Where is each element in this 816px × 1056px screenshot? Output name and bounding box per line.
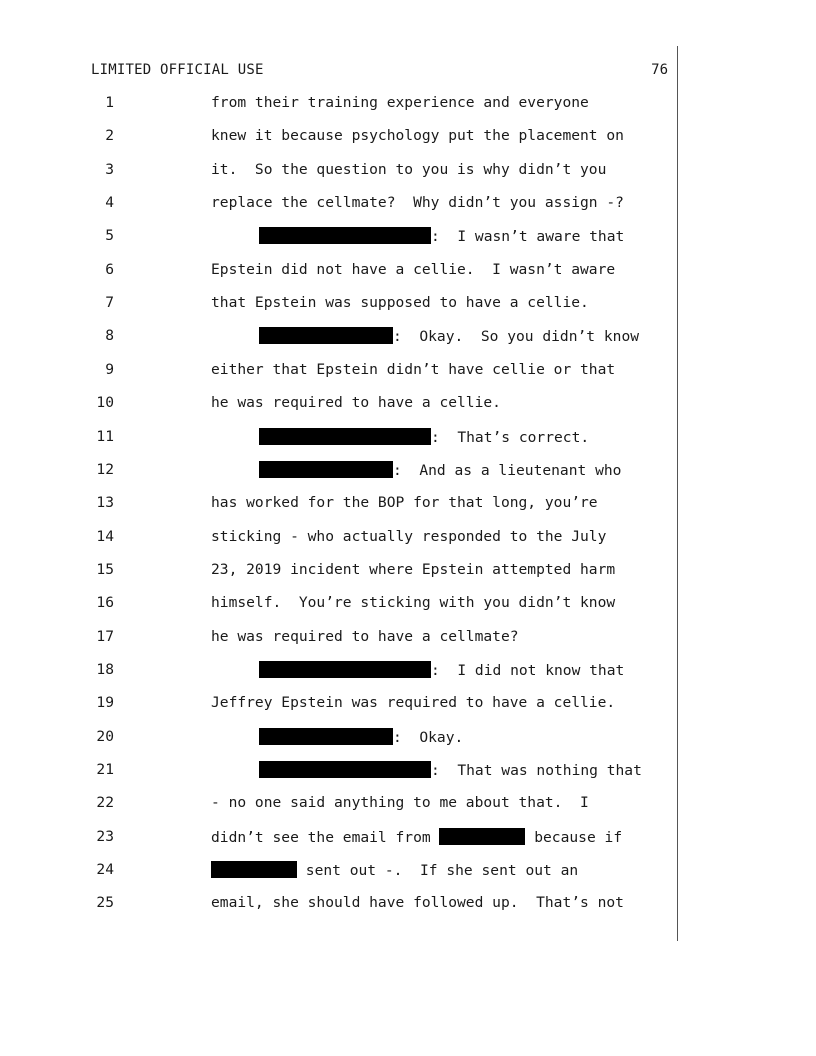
line-number: 13 (96, 494, 114, 512)
transcript-line (0, 327, 816, 347)
transcript-line (0, 828, 816, 848)
line-text (211, 161, 606, 178)
text-segment: Epstein did not have a cellie. I wasn’t aware (211, 260, 616, 278)
line-text (211, 528, 606, 545)
text-segment: didn’t see the email from (211, 828, 440, 846)
transcript-line (0, 594, 816, 614)
line-text (259, 327, 639, 345)
line-number: 2 (105, 127, 114, 145)
page-number: 76 (651, 62, 668, 78)
line-number: 1 (105, 94, 114, 111)
line-text (211, 894, 624, 911)
line-text (211, 194, 624, 211)
redaction-box (259, 661, 431, 678)
transcript-line (0, 694, 816, 714)
line-number: 7 (105, 294, 114, 312)
text-segment: from their training experience and everyone (211, 94, 589, 111)
text-segment: either that Epstein didn’t have cellie or that (211, 360, 616, 378)
redaction-box (259, 461, 393, 478)
transcript-line (0, 194, 816, 214)
line-number: 8 (105, 327, 114, 345)
redaction-box (259, 728, 393, 745)
redaction-box (259, 327, 393, 344)
text-segment: knew it because psychology put the placement on (211, 127, 624, 145)
text-segment: Jeffrey Epstein was required to have a cellie. (211, 694, 616, 712)
text-segment: : I wasn’t aware that (431, 228, 625, 246)
transcript-line (0, 294, 816, 314)
line-text (211, 561, 615, 578)
text-segment: : And as a lieutenant who (393, 461, 622, 479)
text-segment: has worked for the BOP for that long, you’re (211, 494, 598, 512)
line-number: 3 (105, 160, 114, 178)
transcript-line (0, 728, 816, 748)
redaction-box (439, 828, 525, 845)
redaction-box (259, 227, 431, 244)
text-segment: that Epstein was supposed to have a cellie. (211, 294, 589, 312)
line-number: 18 (96, 660, 114, 678)
line-number: 21 (96, 761, 114, 778)
header-classification: LIMITED OFFICIAL USE (91, 62, 264, 78)
line-number: 14 (96, 527, 114, 545)
line-number: 6 (105, 260, 114, 278)
line-number: 12 (96, 460, 114, 478)
transcript-line (0, 428, 816, 448)
line-text (211, 494, 598, 511)
transcript-line (0, 561, 816, 581)
text-segment: 23, 2019 incident where Epstein attempted harm (211, 560, 616, 578)
transcript-line (0, 661, 816, 681)
line-text (211, 628, 519, 645)
line-text (211, 394, 501, 411)
line-text (259, 661, 624, 679)
text-segment: : Okay. So you didn’t know (393, 328, 640, 346)
line-number: 11 (96, 427, 114, 445)
line-text (211, 694, 615, 711)
transcript-line (0, 528, 816, 548)
text-segment: : That’s correct. (431, 428, 590, 446)
line-text (211, 861, 578, 879)
line-number: 5 (105, 227, 114, 245)
line-text (259, 728, 463, 746)
line-text (259, 227, 624, 245)
transcript-line (0, 894, 816, 914)
line-text (259, 428, 589, 446)
line-text (211, 794, 589, 811)
redaction-box (259, 761, 431, 778)
text-segment: it. So the question to you is why didn’t you (211, 160, 607, 178)
line-text (259, 461, 621, 479)
line-number: 10 (96, 394, 114, 412)
transcript-line (0, 127, 816, 147)
text-segment: : I did not know that (431, 661, 625, 679)
line-text (211, 361, 615, 378)
text-segment: sticking - who actually responded to the July (211, 527, 607, 545)
text-segment: email, she should have followed up. That’s not (211, 894, 624, 912)
text-segment: : Okay. (393, 728, 464, 746)
line-number: 15 (96, 560, 114, 578)
text-segment: sent out -. If she sent out an (297, 862, 579, 880)
line-text (211, 294, 589, 311)
line-text (259, 761, 642, 779)
transcript-line (0, 227, 816, 247)
transcript-line (0, 461, 816, 481)
line-number: 17 (96, 627, 114, 645)
transcript-line (0, 394, 816, 414)
text-segment: : That was nothing that (431, 762, 642, 779)
line-number: 9 (105, 360, 114, 378)
line-number: 25 (96, 894, 114, 912)
transcript-line (0, 794, 816, 814)
line-number: 20 (96, 727, 114, 745)
line-number: 4 (105, 194, 114, 212)
line-text (211, 127, 624, 144)
transcript-line (0, 361, 816, 381)
transcript-line (0, 161, 816, 181)
transcript-line (0, 494, 816, 514)
redaction-box (259, 428, 431, 445)
text-segment: he was required to have a cellmate? (211, 627, 519, 645)
transcript-line (0, 761, 816, 781)
text-segment: because if (525, 828, 623, 846)
line-number: 23 (96, 827, 114, 845)
line-text (211, 261, 615, 278)
line-text (211, 828, 622, 846)
line-number: 16 (96, 594, 114, 612)
line-number: 19 (96, 694, 114, 712)
transcript-line (0, 861, 816, 881)
transcript-line (0, 628, 816, 648)
text-segment: he was required to have a cellie. (211, 394, 501, 412)
line-number: 24 (96, 861, 114, 879)
line-number: 22 (96, 794, 114, 812)
transcript-line (0, 261, 816, 281)
line-text (211, 594, 615, 611)
text-segment: - no one said anything to me about that. I (211, 794, 589, 812)
line-text (211, 94, 589, 111)
text-segment: himself. You’re sticking with you didn’t know (211, 594, 616, 612)
text-segment: replace the cellmate? Why didn’t you assign -? (211, 194, 624, 212)
transcript-line (0, 94, 816, 114)
redaction-box (211, 861, 297, 878)
